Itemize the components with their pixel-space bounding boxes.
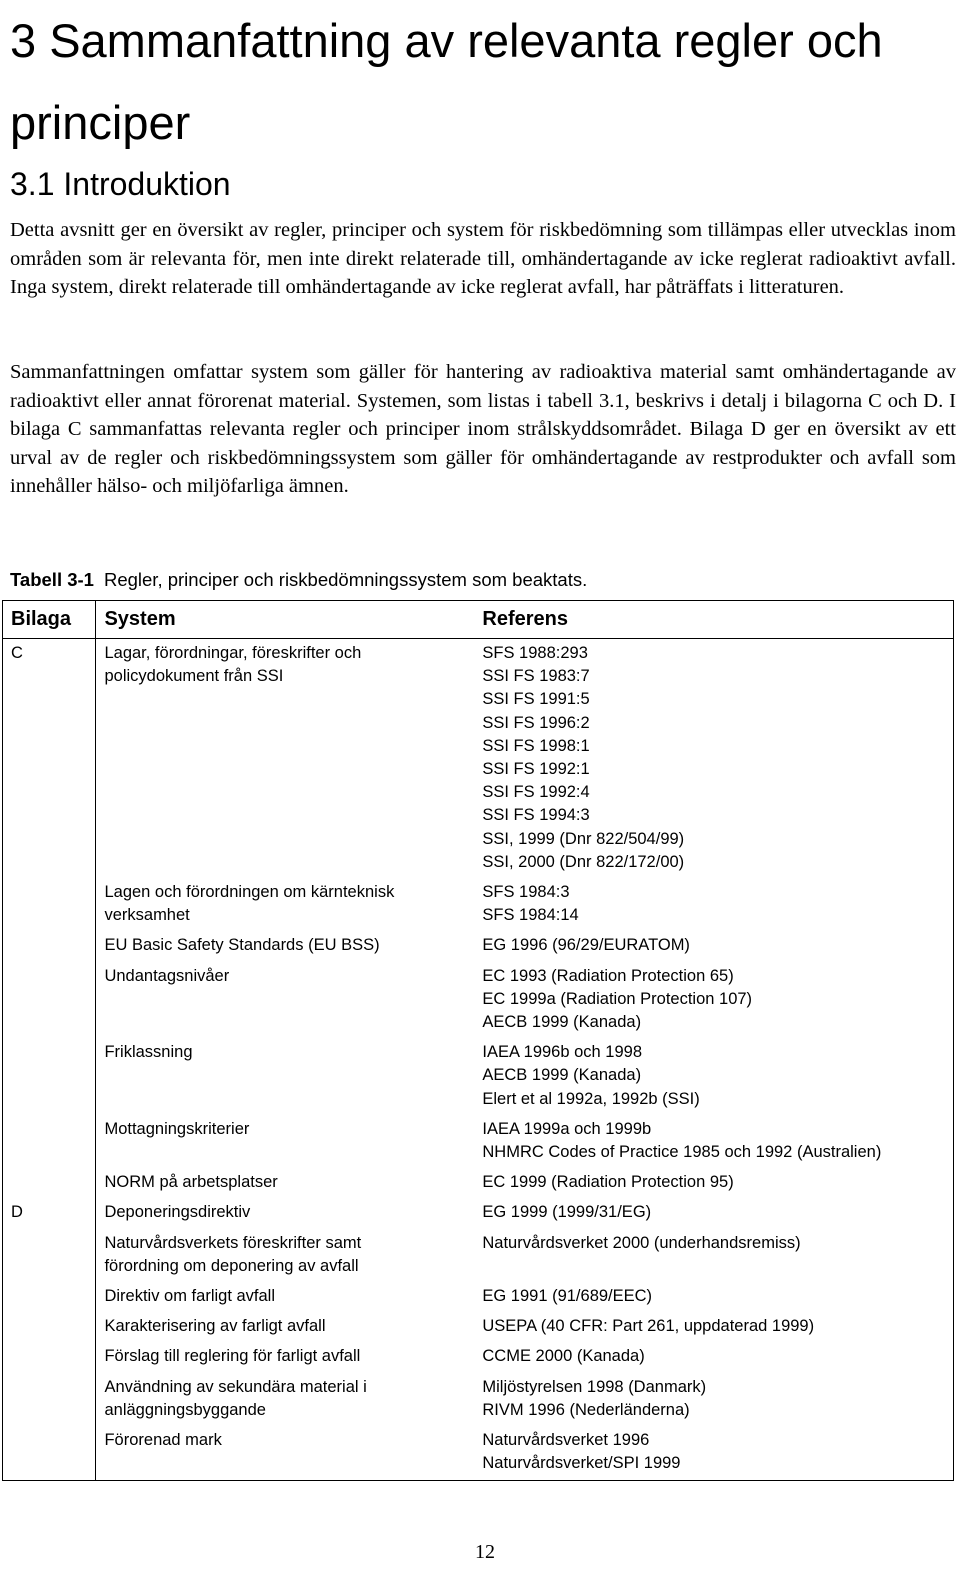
referens-cell	[474, 1038, 953, 1115]
referens-text: SSI FS 1991:5	[482, 690, 590, 709]
system-cell	[96, 1312, 474, 1342]
table-row	[3, 1229, 954, 1282]
referens-text: IAEA 1996b och 1998	[482, 1043, 643, 1062]
bilaga-cell	[3, 1038, 96, 1115]
system-text: policydokument från SSI	[104, 667, 284, 686]
system-text: verksamhet	[104, 906, 190, 925]
intro-paragraph-2: Sammanfattningen omfattar system som gäller för hantering av radioaktiva material samt omhändertagande av radioaktivt eller annat förorenat material. Systemen, som listas i tabell 3.1, beskrivs i detalj i bilagorna C och D. I bilaga C sammanfattas relevanta regler och principer inom strålskyddsområdet. Bilaga D ger en översikt av ett urval av de regler och riskbedömningssystem som gäller för omhändertagande av restprodukter och avfall som innehåller hälso- och miljöfarliga ämnen.	[10, 361, 956, 497]
referens-cell	[474, 878, 953, 931]
table-row	[3, 1342, 954, 1372]
system-text: Förslag till reglering för farligt avfall	[104, 1347, 361, 1366]
header-system: System	[96, 601, 474, 639]
chapter-heading: 3 Sammanfattning av relevanta regler och principer	[10, 14, 883, 149]
bilaga-cell	[3, 931, 96, 961]
referens-text: EC 1999a (Radiation Protection 107)	[482, 989, 753, 1008]
referens-text: AECB 1999 (Kanada)	[482, 1013, 642, 1032]
table-caption-text: Regler, principer och riskbedömningssystem som beaktats.	[103, 569, 588, 590]
bilaga-cell	[3, 1312, 96, 1342]
table-row	[3, 962, 954, 1039]
section-heading: 3.1 Introduktion	[10, 166, 231, 202]
system-cell	[96, 1198, 474, 1228]
bilaga-cell: D	[3, 1198, 96, 1228]
system-text: Lagar, förordningar, föreskrifter och	[104, 644, 362, 662]
referens-text: SFS 1984:3	[482, 883, 570, 902]
system-text: Mottagningskriterier	[104, 1119, 250, 1138]
system-cell	[96, 1282, 474, 1312]
system-text: NORM på arbetsplatser	[104, 1173, 278, 1192]
system-cell	[96, 1426, 474, 1480]
referens-cell	[474, 1342, 953, 1372]
system-text: Lagen och förordningen om kärnteknisk	[104, 883, 395, 902]
system-text: anläggningsbyggande	[104, 1400, 266, 1419]
system-cell	[96, 1168, 474, 1198]
system-cell	[96, 639, 474, 879]
system-text: Friklassning	[104, 1043, 193, 1062]
referens-text: SFS 1984:14	[482, 906, 579, 925]
header-referens: Referens	[474, 601, 953, 639]
system-text: Naturvårdsverkets föreskrifter samt	[104, 1233, 362, 1252]
referens-text: EG 1996 (96/29/EURATOM)	[482, 936, 690, 955]
system-text: förordning om deponering av avfall	[104, 1256, 359, 1275]
bilaga-cell	[3, 1373, 96, 1426]
referens-text: SSI FS 1996:2	[482, 713, 590, 732]
referens-text: SSI, 2000 (Dnr 822/172/00)	[482, 852, 685, 871]
referens-text: SSI FS 1992:1	[482, 760, 590, 779]
referens-cell	[474, 1198, 953, 1228]
table-row	[3, 1198, 954, 1228]
referens-text: Miljöstyrelsen 1998 (Danmark)	[482, 1377, 707, 1396]
system-cell	[96, 1229, 474, 1282]
table-row	[3, 1282, 954, 1312]
bilaga-cell	[3, 1426, 96, 1480]
system-cell	[96, 1373, 474, 1426]
referens-text: Naturvårdsverket 2000 (underhandsremiss)	[482, 1233, 801, 1252]
referens-text: Naturvårdsverket/SPI 1999	[482, 1454, 681, 1473]
referens-text: RIVM 1996 (Nederländerna)	[482, 1400, 690, 1419]
system-text: EU Basic Safety Standards (EU BSS)	[104, 936, 380, 955]
referens-cell	[474, 639, 953, 879]
table-row	[3, 1038, 954, 1115]
referens-cell	[474, 1426, 953, 1480]
bilaga-cell	[3, 878, 96, 931]
bilaga-cell	[3, 1229, 96, 1282]
bilaga-cell	[3, 1342, 96, 1372]
table-caption	[10, 565, 587, 595]
referens-cell	[474, 1312, 953, 1342]
table-body	[3, 639, 954, 1481]
referens-text: AECB 1999 (Kanada)	[482, 1066, 642, 1085]
referens-text: IAEA 1999a och 1999b	[482, 1119, 652, 1138]
referens-cell	[474, 1229, 953, 1282]
bilaga-cell	[3, 1168, 96, 1198]
system-text: Förorenad mark	[104, 1431, 222, 1450]
referens-cell	[474, 931, 953, 961]
system-cell	[96, 878, 474, 931]
referens-cell	[474, 1373, 953, 1426]
bilaga-cell	[3, 1115, 96, 1168]
referens-text: SFS 1988:293	[482, 644, 588, 662]
system-cell	[96, 962, 474, 1039]
system-cell	[96, 931, 474, 961]
referens-cell	[474, 1115, 953, 1168]
table-row	[3, 878, 954, 931]
referens-text: USEPA (40 CFR: Part 261, uppdaterad 1999)	[482, 1317, 815, 1336]
system-text: Deponeringsdirektiv	[104, 1203, 251, 1222]
referens-cell	[474, 1168, 953, 1198]
system-cell	[96, 1038, 474, 1115]
table-row	[3, 931, 954, 961]
system-cell	[96, 1115, 474, 1168]
header-bilaga: Bilaga	[3, 601, 96, 639]
referens-text: SSI FS 1994:3	[482, 806, 590, 825]
system-text: Karakterisering av farligt avfall	[104, 1317, 326, 1336]
system-text: Undantagsnivåer	[104, 966, 230, 985]
system-text: Direktiv om farligt avfall	[104, 1287, 276, 1306]
referens-text: EG 1999 (1999/31/EG)	[482, 1203, 652, 1222]
referens-text: EC 1993 (Radiation Protection 65)	[482, 966, 734, 985]
referens-text: SSI FS 1983:7	[482, 667, 590, 686]
table-row	[3, 1115, 954, 1168]
system-text: Användning av sekundära material i	[104, 1377, 367, 1396]
referens-text: NHMRC Codes of Practice 1985 och 1992 (Australien)	[482, 1143, 882, 1162]
intro-paragraph-1: Detta avsnitt ger en översikt av regler, principer och system för riskbedömning som tillämpas eller utvecklas inom områden som är relevanta för, men inte direkt relaterade till, omhändertagande av icke reglerat radioaktivt avfall. Inga system, direkt relaterade till omhändertagande av icke reglerat avfall, har påträffats i litteraturen.	[10, 219, 956, 298]
referens-text: EG 1991 (91/689/EEC)	[482, 1287, 653, 1306]
page-number: 12	[475, 1541, 495, 1563]
table-caption-label: Tabell 3-1	[10, 569, 94, 590]
system-cell	[96, 1342, 474, 1372]
table-row	[3, 639, 954, 879]
referens-cell	[474, 962, 953, 1039]
table-row	[3, 1312, 954, 1342]
table-header-row	[3, 601, 954, 639]
referens-text: Naturvårdsverket 1996	[482, 1431, 650, 1450]
table-row	[3, 1168, 954, 1198]
references-table	[2, 600, 954, 1481]
referens-text: CCME 2000 (Kanada)	[482, 1347, 645, 1366]
referens-cell	[474, 1282, 953, 1312]
bilaga-cell	[3, 962, 96, 1039]
referens-text: Elert et al 1992a, 1992b (SSI)	[482, 1089, 700, 1108]
table-row	[3, 1426, 954, 1480]
referens-text: EC 1999 (Radiation Protection 95)	[482, 1173, 734, 1192]
table-row	[3, 1373, 954, 1426]
referens-text: SSI FS 1992:4	[482, 783, 590, 802]
referens-text: SSI, 1999 (Dnr 822/504/99)	[482, 829, 685, 848]
bilaga-cell	[3, 1282, 96, 1312]
referens-text: SSI FS 1998:1	[482, 736, 590, 755]
bilaga-cell: C	[3, 639, 96, 879]
